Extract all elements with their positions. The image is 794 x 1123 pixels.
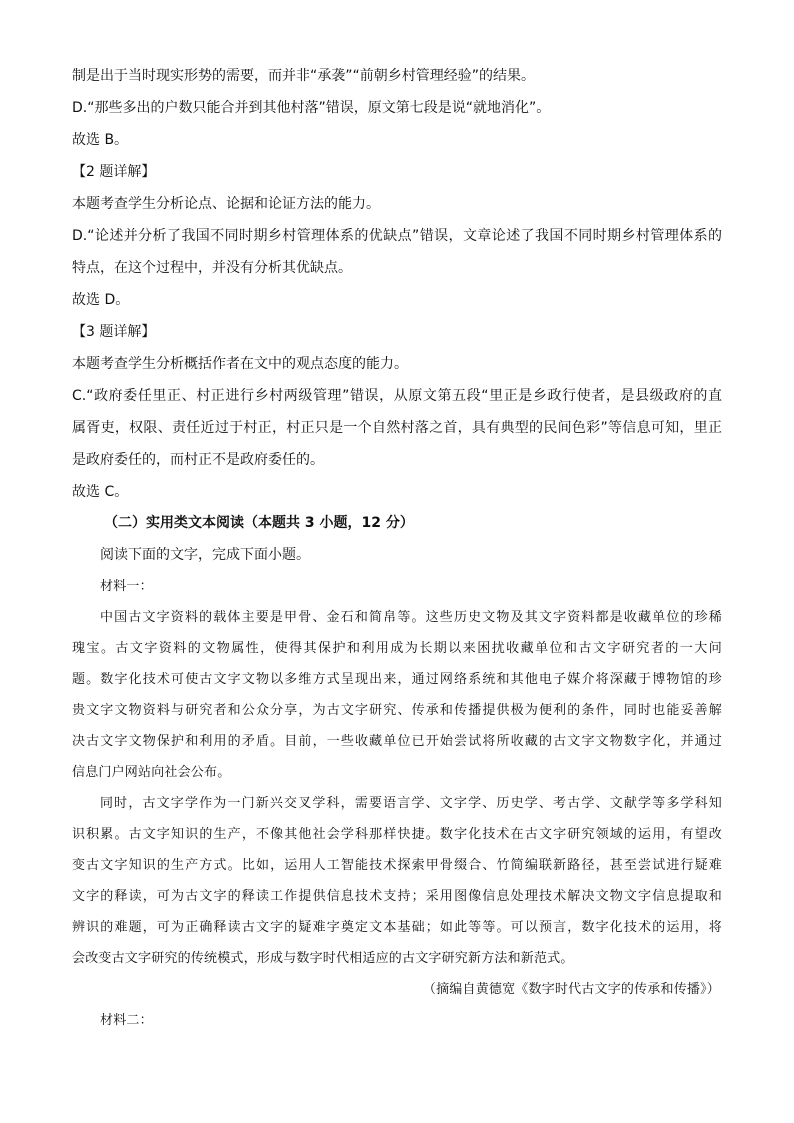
passage-line: 贵文字文物资料与研究者和公众分享，为古文字研究、传承和传播提供极为便利的条件，同时也能妥善解 bbox=[72, 703, 722, 718]
material-label: 材料二： bbox=[100, 1013, 153, 1028]
answer-choice-line: 故选 C。 bbox=[72, 484, 129, 500]
answer-text-line: 特点，在这个过程中，并没有分析其优缺点。 bbox=[72, 260, 352, 276]
answer-choice-line: 故选 D。 bbox=[72, 292, 130, 308]
passage-line: 中国古文字资料的载体主要是甲骨、金石和简帛等。这些历史文物及其文字资料都是收藏单位的珍稀 bbox=[100, 610, 722, 625]
reading-instruction: 阅读下面的文字，完成下面小题。 bbox=[100, 547, 310, 563]
answer-text-line: 是政府委任的，而村正不是政府委任的。 bbox=[72, 452, 324, 468]
passage-line: 辨识的难题，可为正确释读古文字的疑难字奠定文本基础；如此等等。可以预言，数字化技术的运用，将 bbox=[72, 920, 722, 935]
section-heading: （二）实用类文本阅读（本题共 3 小题，12 分） bbox=[104, 515, 414, 531]
answer-text-line: D.“论述并分析了我国不同时期乡村管理体系的优缺点”错误，文章论述了我国不同时期乡村管理体系的 bbox=[72, 228, 722, 244]
passage-line: 题。数字化技术可使古文字文物以多维方式呈现出来，通过网络系统和其他电子媒介将深藏于博物馆的珍 bbox=[72, 672, 722, 687]
answer-text-line: C.“政府委任里正、村正进行乡村两级管理”错误，从原文第五段“里正是乡政行使者，是县级政府的直 bbox=[72, 388, 722, 404]
answer-text-line: 本题考查学生分析论点、论据和论证方法的能力。 bbox=[72, 196, 380, 212]
passage-line: 文字的释读，可为古文字的释读工作提供信息技术支持；采用图像信息处理技术解决文物文字信息提取和 bbox=[72, 889, 722, 904]
question-detail-heading: 【3 题详解】 bbox=[72, 324, 156, 340]
answer-text-line: 本题考查学生分析概括作者在文中的观点态度的能力。 bbox=[72, 356, 408, 372]
question-detail-heading: 【2 题详解】 bbox=[72, 164, 156, 180]
passage-line: 同时，古文字学作为一门新兴交叉学科，需要语言学、文字学、历史学、考古学、文献学等多学科知 bbox=[100, 796, 722, 811]
passage-line: 信息门户网站向社会公布。 bbox=[72, 765, 231, 780]
passage-line: 变古文字知识的生产方式。比如，运用人工智能技术探索甲骨缀合、竹简编联新路径，甚至尝试进行疑难 bbox=[72, 858, 722, 873]
answer-text-line: D.“那些多出的户数只能合并到其他村落”错误，原文第七段是说“就地消化”。 bbox=[72, 100, 551, 116]
answer-choice-line: 故选 B。 bbox=[72, 132, 129, 148]
answer-text-line: 制是出于当时现实形势的需要，而并非“承袭”“前朝乡村管理经验”的结果。 bbox=[72, 68, 536, 84]
source-citation: （摘编自黄德宽《数字时代古文字的传承和传播》） bbox=[422, 982, 720, 997]
material-label: 材料一： bbox=[100, 579, 153, 594]
passage-line: 决古文字文物保护和利用的矛盾。目前，一些收藏单位已开始尝试将所收藏的古文字文物数字化，并通过 bbox=[72, 734, 722, 749]
passage-line: 会改变古文字研究的传统模式，形成与数字时代相适应的古文字研究新方法和新范式。 bbox=[72, 951, 574, 966]
passage-line: 识积累。古文字知识的生产，不像其他社会学科那样快捷。数字化技术在古文字研究领域的运用，有望改 bbox=[72, 827, 722, 842]
answer-text-line: 属胥吏，权限、责任近过于村正，村正只是一个自然村落之首，具有典型的民间色彩”等信息可知，里正 bbox=[72, 420, 722, 436]
passage-line: 瑰宝。古文字资料的文物属性，使得其保护和利用成为长期以来困扰收藏单位和古文字研究者的一大问 bbox=[72, 641, 722, 656]
